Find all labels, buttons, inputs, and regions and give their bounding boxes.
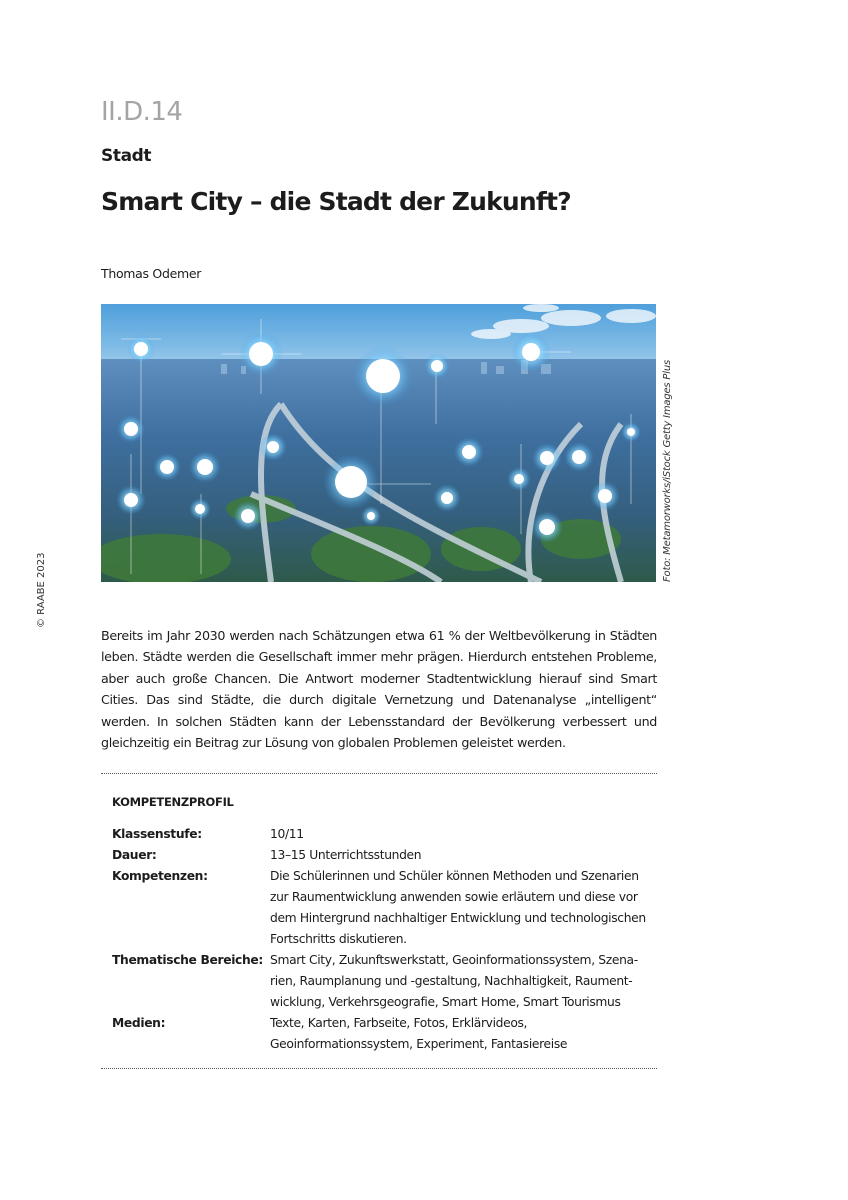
kp-label: Klassenstufe: [112,827,202,841]
kp-label: Thematische Bereiche: [112,953,263,967]
author-name: Thomas Odemer [101,266,202,281]
kompetenzprofil-table [112,824,657,1055]
kompetenzprofil-heading: KOMPETENZPROFIL [112,795,234,809]
kp-label: Medien: [112,1016,166,1030]
kp-value: Die Schülerinnen und Schüler können Methoden und Szenarien zur Raumentwicklung anwenden sowie erläutern und diese vor dem Hintergrund nachhaltiger Entwicklung und technologischen Fortschritts diskutieren. [270,869,646,946]
kp-row-klassenstufe [112,824,657,845]
kp-value: Smart City, Zukunftswerkstatt, Geoinformationssystem, Szenarien, Raumplanung und -gestaltung, Nachhaltigkeit, Raumentwicklung, Verkehrsgeografie, Smart Home, Smart Tourismus [270,953,639,1009]
photo-credit: Foto: Metamorworks/iStock Getty Images Plus [662,360,673,582]
section-label: Stadt [101,146,152,166]
copyright-notice: © RAABE 2023 [36,552,47,628]
divider-top [101,773,657,774]
kp-label: Dauer: [112,848,157,862]
kp-row-medien [112,1013,657,1055]
kp-value: 10/11 [270,827,304,841]
kp-value: Texte, Karten, Farbseite, Fotos, Erklärvideos, Geoinformationssystem, Experiment, Fantasiereise [270,1016,568,1051]
unit-code: II.D.14 [101,97,183,127]
kp-row-dauer [112,845,657,866]
divider-bottom [101,1068,657,1069]
kp-row-thematische-bereiche [112,950,657,1013]
smart-city-photo [101,304,656,582]
kp-label: Kompetenzen: [112,869,208,883]
page-title: Smart City – die Stadt der Zukunft? [101,187,571,216]
kp-value: 13–15 Unterrichtsstunden [270,848,422,862]
intro-paragraph: Bereits im Jahr 2030 werden nach Schätzungen etwa 61 % der Weltbevölkerung in Städten leben. Städte werden die Gesellschaft immer mehr prägen. Hierdurch entstehen Probleme, aber auch große Chancen. Die Antwort moderner Stadtentwicklung hierauf sind Smart Cities. Das sind Städte, die durch digitale Vernetzung und Datenanalyse „intelligent“ werden. In solchen Städten kann der Lebensstandard der Bevölkerung verbessert und gleichzeitig ein Beitrag zur Lösung von globalen Problemen geleistet werden. [101,628,657,751]
kp-row-kompetenzen [112,866,657,950]
